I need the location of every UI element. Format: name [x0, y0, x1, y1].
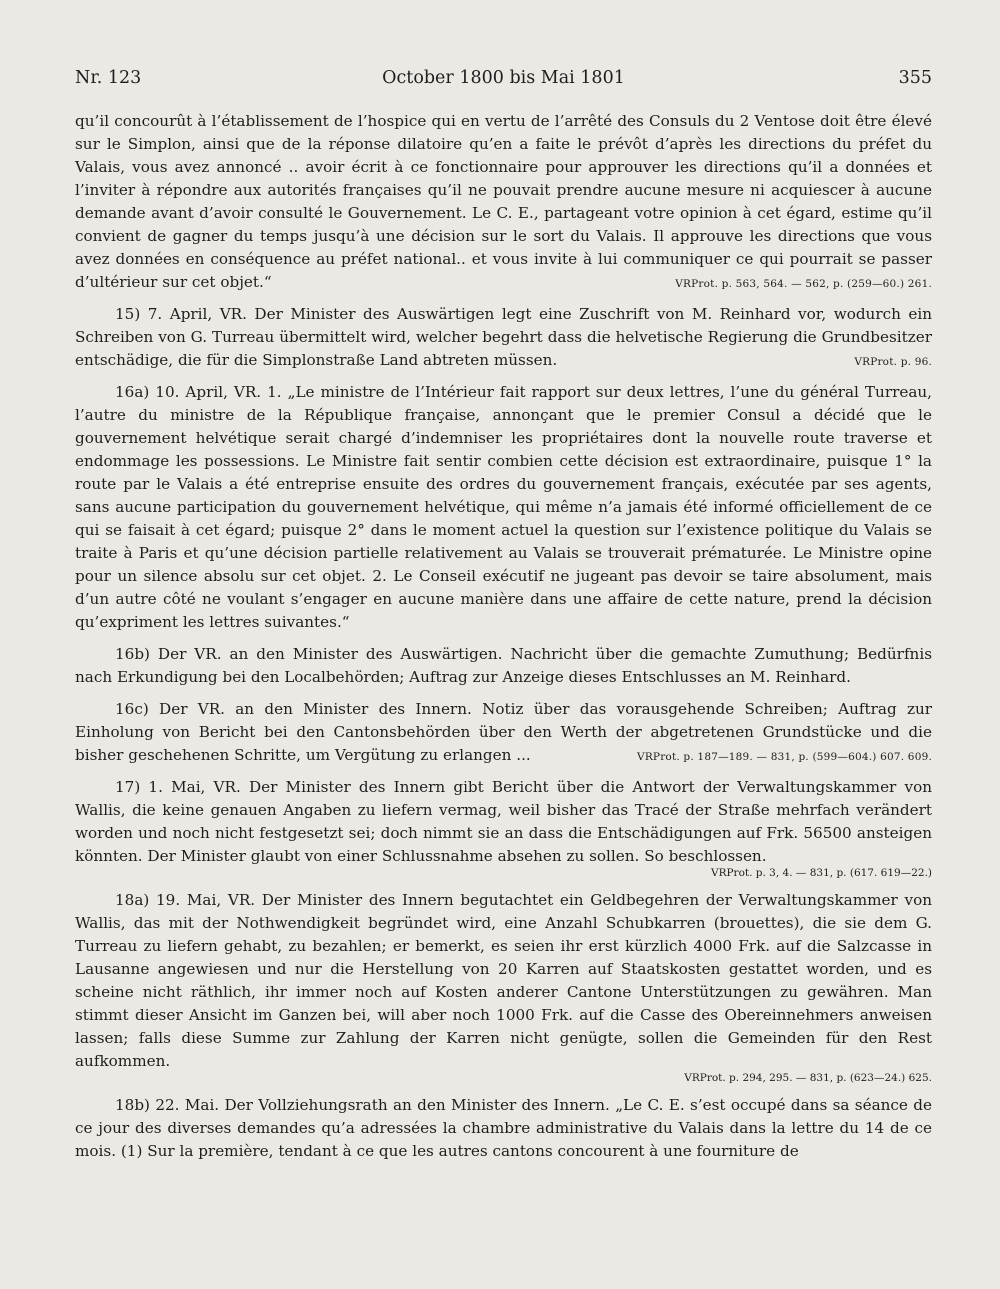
source-reference: VRProt. p. 294, 295. — 831, p. (623—24.) 625. [684, 1072, 932, 1084]
entry-18b [75, 1094, 932, 1163]
paragraph-text: 16a) 10. April, VR. 1. „Le ministre de l’Intérieur fait rapport sur deux lettres, l’une du général Turreau, l’autre du ministre de la République française, annonçant que le premier Consul a décidé que le gouvernement helvétique serait chargé d’indemniser les propriétaires dont la nouvelle route traverse et endommage les possessions. Le Ministre fait sentir combien cette décision est extraordinaire, puisque 1° la route par le Valais a été entreprise ensuite des ordres du gouvernement français, exécutée par ses agents, sans aucune participation du gouvernement helvétique, qui même n’a jamais été informé officiellement de ce qui se faisait à cet égard; puisque 2° dans le moment actuel la question sur l’existence politique du Valais se traite à Paris et qu’une décision partielle relativement au Valais se trouverait prématurée. Le Ministre opine pour un silence absolu sur cet objet. 2. Le Conseil exécutif ne jugeant pas devoir se taire absolument, mais d’un autre côté ne voulant s’engager en aucune manière dans une affaire de cette nature, prend la décision qu’expriment les lettres suivantes.“ [75, 383, 932, 631]
entry-16a [75, 381, 932, 634]
source-reference: VRProt. p. 3, 4. — 831, p. (617. 619—22.) [711, 867, 932, 879]
paragraph-continuation [75, 110, 932, 294]
paragraph-text: 15) 7. April, VR. Der Minister des Auswärtigen legt eine Zuschrift von M. Reinhard vor, wodurch ein Schreiben von G. Turreau übermittelt wird, welcher begehrt dass die helvetische Regierung die Grundbesitzer entschädige, die für die Simplonstraße Land abtreten müssen. [75, 305, 932, 369]
page-body [75, 110, 932, 1172]
paragraph-text: 16c) Der VR. an den Minister des Innern. Notiz über das vorausgehende Schreiben; Auftrag zur Einholung von Bericht bei den Cantonsbehörden über den Werth der abgetretenen Grundstücke und die bisher geschehenen Schritte, um Vergütung zu erlangen ... [75, 700, 932, 764]
paragraph-text: 17) 1. Mai, VR. Der Minister des Innern gibt Bericht über die Antwort der Verwaltungskammer von Wallis, die keine genauen Angaben zu liefern vermag, weil bisher das Tracé der Straße mehrfach verändert worden und noch nicht festgesetzt sei; doch nimmt sie an dass die Entschädigungen auf Frk. 56500 ansteigen könnten. Der Minister glaubt von einer Schlussnahme absehen zu sollen. So beschlossen. [75, 778, 932, 865]
paragraph-text: 18b) 22. Mai. Der Vollziehungsrath an den Minister des Innern. „Le C. E. s’est occupé dans sa séance de ce jour des diverses demandes qu’a adressées la chambre administrative du Valais dans la lettre du 14 de ce mois. (1) Sur la première, tendant à ce que les autres cantons concourent à une fourniture de [75, 1096, 932, 1160]
entry-17 [75, 776, 932, 868]
document-number: Nr. 123 [75, 68, 142, 88]
paragraph-text: qu’il concourût à l’établissement de l’hospice qui en vertu de l’arrêté des Consuls du 2 Ventose doit être élevé sur le Simplon, ainsi que de la réponse dilatoire qu’en a faite le prévôt d’après les directions du préfet du Valais, vous avez annoncé .. avoir écrit à ce fonctionnaire pour approuver les directions qu’il a données et l’inviter à répondre aux autorités françaises qu’il ne pouvait prendre aucune mesure ni acquiescer à aucune demande avant d’avoir consulté le Gouvernement. Le C. E., partageant votre opinion à cet égard, estime qu’il convient de gagner du temps jusqu’à une décision sur le sort du Valais. Il approuve les directions que vous avez données en conséquence au préfet national.. et vous invite à lui communiquer ce qui pourrait se passer d’ultérieur sur cet objet.“ [75, 112, 932, 291]
paragraph-text: 18a) 19. Mai, VR. Der Minister des Innern begutachtet ein Geldbegehren der Verwaltungskammer von Wallis, das mit der Nothwendigkeit begründet wird, eine Anzahl Schubkarren (brouettes), die sie dem G. Turreau zu liefern gehabt, zu bezahlen; er bemerkt, es seien ihr erst kürzlich 4000 Frk. auf die Salzcasse in Lausanne angewiesen und nur die Herstellung von 20 Karren auf Staatskosten gestattet worden, und es scheine nicht räthlich, ihr immer noch auf Kosten anderer Cantone Unterstützungen zu gewähren. Man stimmt dieser Ansicht im Ganzen bei, will aber noch 1000 Frk. auf die Casse des Obereinnehmers anweisen lassen; falls diese Summe zur Zahlung der Karren nicht genügte, sollen die Gemeinden für den Rest aufkommen. [75, 891, 932, 1070]
source-reference: VRProt. p. 563, 564. — 562, p. (259—60.) 261. [675, 278, 932, 290]
entry-16b [75, 643, 932, 689]
entry-15 [75, 303, 932, 372]
source-reference: VRProt. p. 96. [854, 356, 932, 368]
page-number: 355 [898, 68, 932, 88]
paragraph-text: 16b) Der VR. an den Minister des Auswärtigen. Nachricht über die gemachte Zumuthung; Bedürfnis nach Erkundigung bei den Localbehörden; Auftrag zur Anzeige dieses Entschlusses an M. Reinhard. [75, 645, 932, 686]
entry-18a [75, 889, 932, 1073]
page-header [75, 68, 932, 98]
source-reference: VRProt. p. 187—189. — 831, p. (599—604.) 607. 609. [637, 751, 932, 763]
entry-16c [75, 698, 932, 767]
running-title: October 1800 bis Mai 1801 [382, 68, 625, 88]
